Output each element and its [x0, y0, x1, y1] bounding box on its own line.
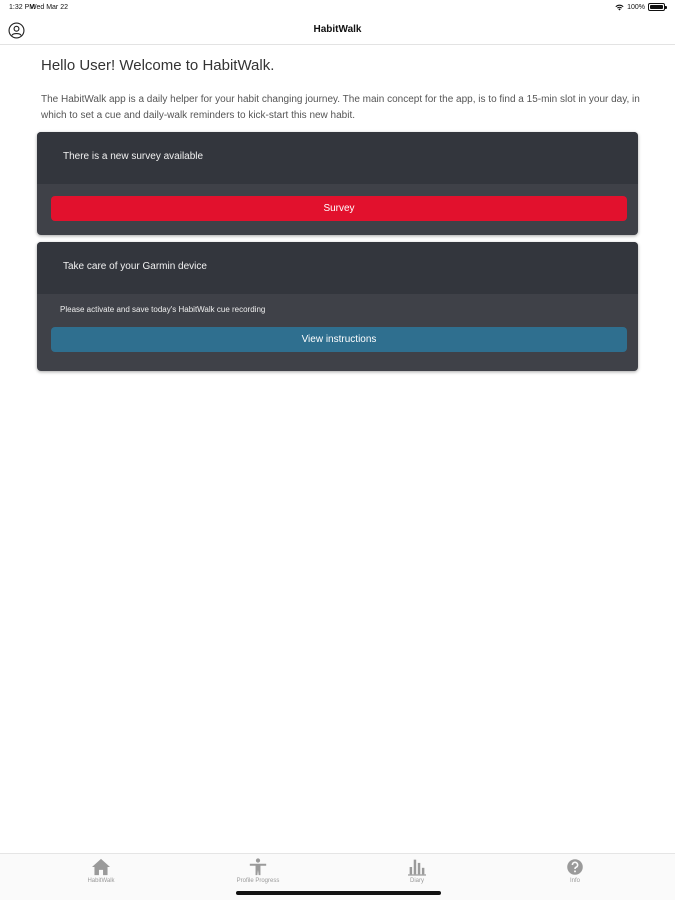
survey-card	[37, 132, 638, 235]
tab-info[interactable]	[515, 858, 635, 884]
garmin-card-title: Take care of your Garmin device	[37, 242, 638, 294]
status-right	[615, 3, 665, 11]
garmin-card-text: Please activate and save today's HabitWalk cue recording	[60, 305, 266, 314]
page-title: HabitWalk	[313, 24, 362, 35]
welcome-heading: Hello User! Welcome to HabitWalk.	[41, 57, 275, 74]
wifi-icon	[615, 4, 624, 11]
help-circle-icon	[565, 858, 585, 876]
survey-card-body	[37, 184, 638, 234]
status-date: Wed Mar 22	[30, 4, 68, 11]
home-icon	[91, 858, 111, 876]
tab-habitwalk[interactable]	[41, 858, 161, 884]
nav-header	[0, 16, 675, 45]
tab-profile-progress-label: Profile Progress	[236, 878, 280, 884]
status-time: 1:32 PM	[9, 4, 36, 11]
battery-percent: 100%	[627, 3, 645, 11]
garmin-card	[37, 242, 638, 371]
tab-info-label: Info	[569, 878, 580, 884]
home-indicator[interactable]	[236, 891, 441, 895]
survey-card-title: There is a new survey available	[37, 132, 638, 184]
tab-diary-label: Diary	[409, 878, 424, 884]
survey-button[interactable]: Survey	[51, 196, 627, 221]
battery-icon	[648, 3, 665, 11]
garmin-card-body	[37, 294, 638, 365]
status-bar	[0, 0, 675, 16]
accessibility-icon	[248, 858, 268, 876]
bar-chart-icon	[407, 858, 427, 876]
tab-profile-progress[interactable]	[198, 858, 318, 884]
tab-habitwalk-label: HabitWalk	[87, 878, 115, 884]
view-instructions-button[interactable]: View instructions	[51, 327, 627, 352]
intro-text: The HabitWalk app is a daily helper for your habit changing journey. The main concept for the app, is to find a 15-min slot in your day, in which to set a cue and daily-walk reminders to kick-start this new habit.	[41, 94, 640, 121]
tab-diary[interactable]	[357, 858, 477, 884]
